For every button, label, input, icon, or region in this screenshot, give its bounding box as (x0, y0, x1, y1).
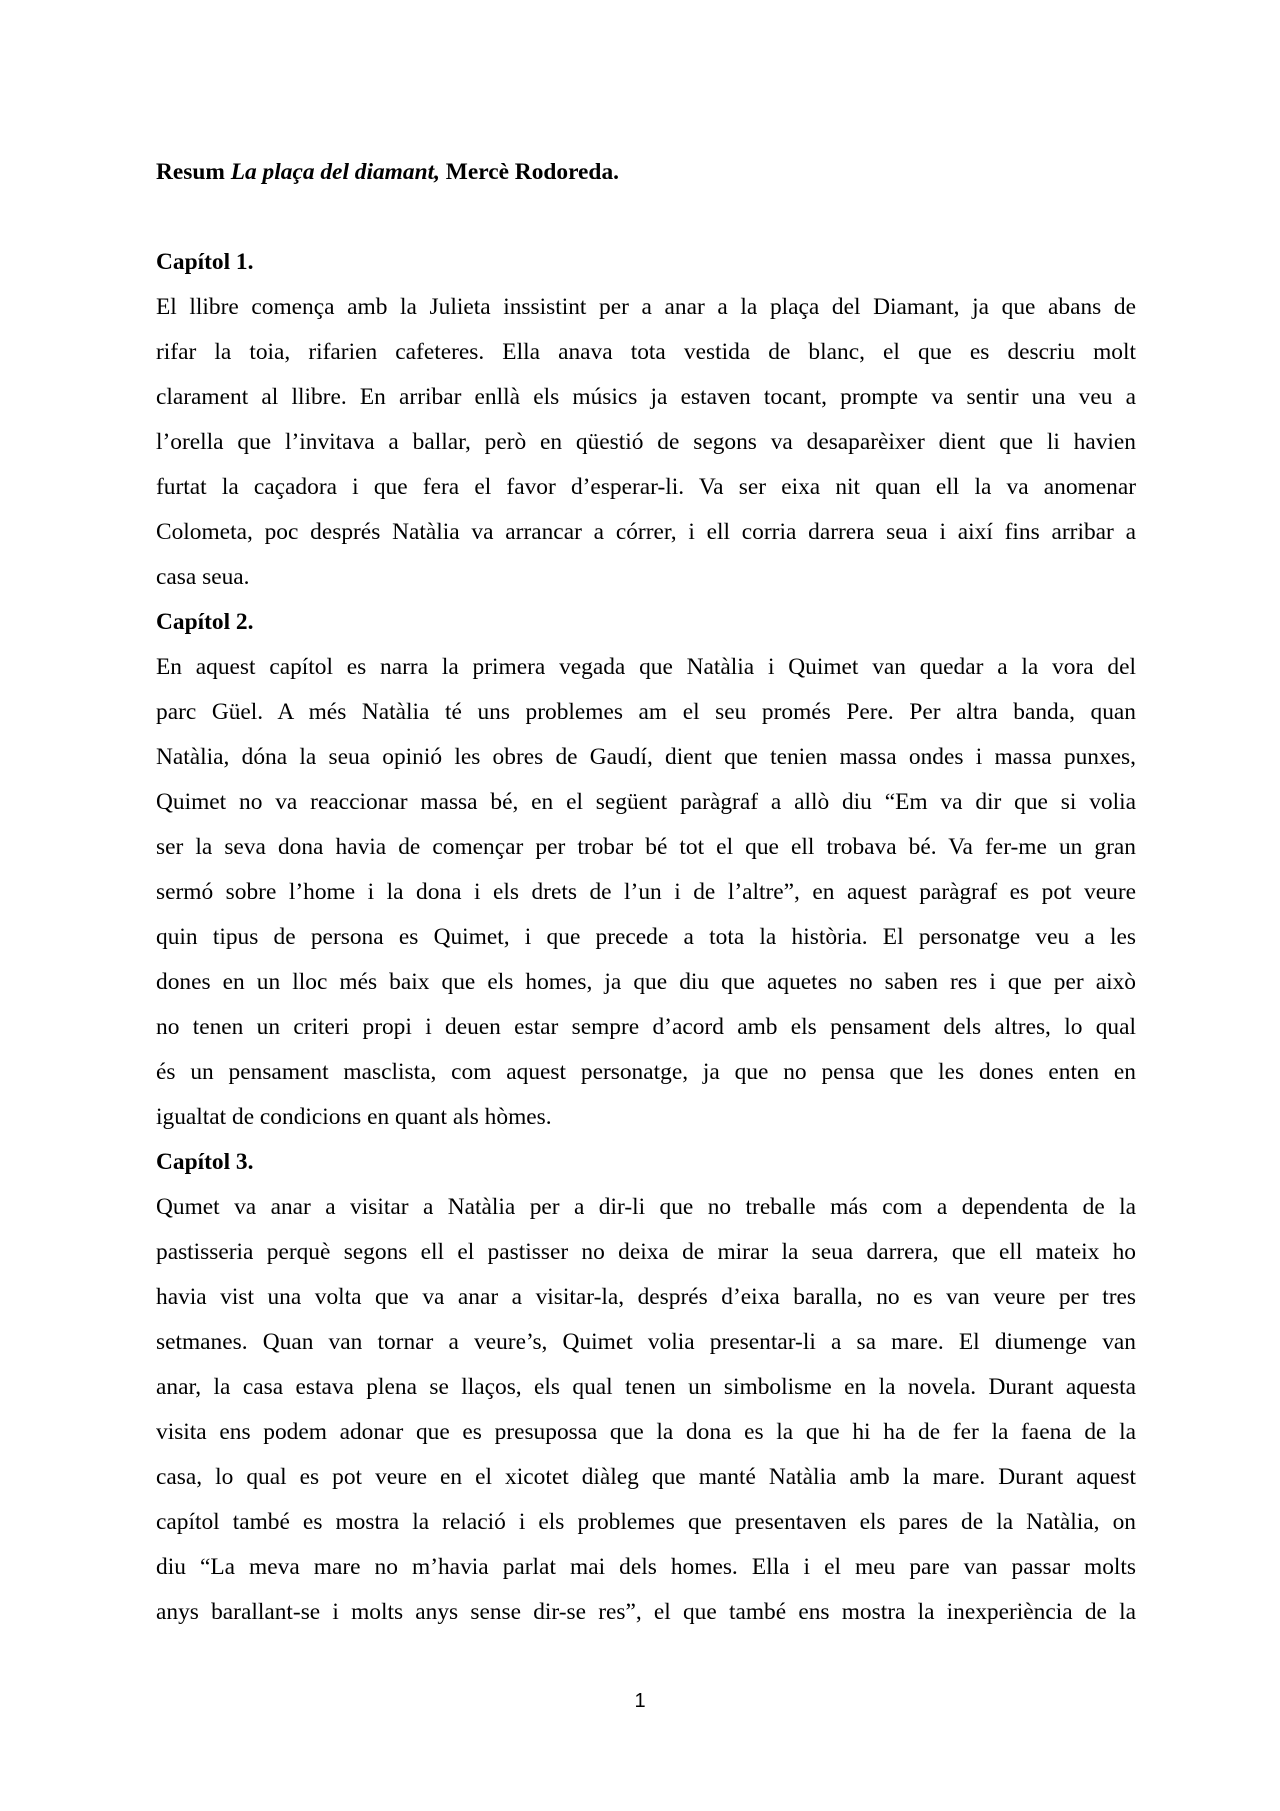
text-line: clarament al llibre. En arribar enllà els músics ja estaven tocant, prompte va sentir una veu a (156, 384, 1136, 410)
text-line: rifar la toia, rifarien cafeteres. Ella anava tota vestida de blanc, el que es descriu molt (156, 339, 1136, 365)
text-line: anys barallant-se i molts anys sense dir-se res”, el que també ens mostra la inexperiència de la (156, 1599, 1136, 1625)
chapter-1 (156, 240, 1136, 600)
title-book-name: La plaça del diamant, (230, 159, 440, 185)
text-line: anar, la casa estava plena se llaços, els qual tenen un simbolisme en la novela. Durant aquesta (156, 1374, 1136, 1400)
text-line: l’orella que l’invitava a ballar, però en qüestió de segons va desaparèixer dient que li havien (156, 429, 1136, 455)
title-spacer (156, 195, 1136, 240)
text-line: pastisseria perquè segons ell el pastisser no deixa de mirar la seua darrera, que ell mateix ho (156, 1239, 1136, 1265)
text-line: no tenen un criteri propi i deuen estar sempre d’acord amb els pensament dels altres, lo qual (156, 1014, 1136, 1040)
text-line: sermó sobre l’home i la dona i els drets de l’un i de l’altre”, en aquest paràgraf es pot veure (156, 879, 1136, 905)
document-title (156, 150, 1136, 195)
text-line: Natàlia, dóna la seua opinió les obres de Gaudí, dient que tenien massa ondes i massa punxes, (156, 744, 1136, 770)
text-line: Qumet va anar a visitar a Natàlia per a dir-li que no treballe más com a dependenta de la (156, 1194, 1136, 1220)
text-line: igualtat de condicions en quant als hòmes. (156, 1104, 552, 1130)
text-line: havia vist una volta que va anar a visitar-la, després d’eixa baralla, no es van veure per tres (156, 1284, 1136, 1310)
text-line: quin tipus de persona es Quimet, i que precede a tota la història. El personatge veu a les (156, 924, 1136, 950)
chapter-3 (156, 1140, 1136, 1635)
chapter-heading: Capítol 3. (156, 1149, 254, 1175)
text-line: Colometa, poc després Natàlia va arrancar a córrer, i ell corria darrera seua i així fins arribar a (156, 519, 1136, 545)
text-line: parc Güel. A més Natàlia té uns problemes am el seu promés Pere. Per altra banda, quan (156, 699, 1136, 725)
text-line: El llibre comença amb la Julieta inssistint per a anar a la plaça del Diamant, ja que abans de (156, 294, 1136, 320)
text-line: casa, lo qual es pot veure en el xicotet diàleg que manté Natàlia amb la mare. Durant aquest (156, 1464, 1136, 1490)
text-line: casa seua. (156, 564, 250, 590)
text-line: En aquest capítol es narra la primera vegada que Natàlia i Quimet van quedar a la vora del (156, 654, 1136, 680)
text-line: setmanes. Quan van tornar a veure’s, Quimet volia presentar-li a sa mare. El diumenge van (156, 1329, 1136, 1355)
text-line: és un pensament masclista, com aquest personatge, ja que no pensa que les dones enten en (156, 1059, 1136, 1085)
title-prefix: Resum (156, 159, 231, 185)
title-author: Mercè Rodoreda. (439, 159, 619, 185)
chapter-2 (156, 600, 1136, 1140)
text-line: dones en un lloc més baix que els homes, ja que diu que aquetes no saben res i que per això (156, 969, 1136, 995)
text-line: ser la seva dona havia de començar per trobar bé tot el que ell trobava bé. Va fer-me un gran (156, 834, 1136, 860)
text-line: Quimet no va reaccionar massa bé, en el següent paràgraf a allò diu “Em va dir que si volia (156, 789, 1136, 815)
chapter-heading: Capítol 2. (156, 609, 254, 635)
document-body (156, 150, 1136, 1635)
text-line: capítol també es mostra la relació i els problemes que presentaven els pares de la Natàlia, on (156, 1509, 1136, 1535)
chapter-heading: Capítol 1. (156, 249, 254, 275)
text-line: diu “La meva mare no m’havia parlat mai dels homes. Ella i el meu pare van passar molts (156, 1554, 1136, 1580)
text-line: furtat la caçadora i que fera el favor d’esperar-li. Va ser eixa nit quan ell la va anomenar (156, 474, 1136, 500)
text-line: visita ens podem adonar que es presupossa que la dona es la que hi ha de fer la faena de la (156, 1419, 1136, 1445)
page-number: 1 (634, 1690, 646, 1712)
